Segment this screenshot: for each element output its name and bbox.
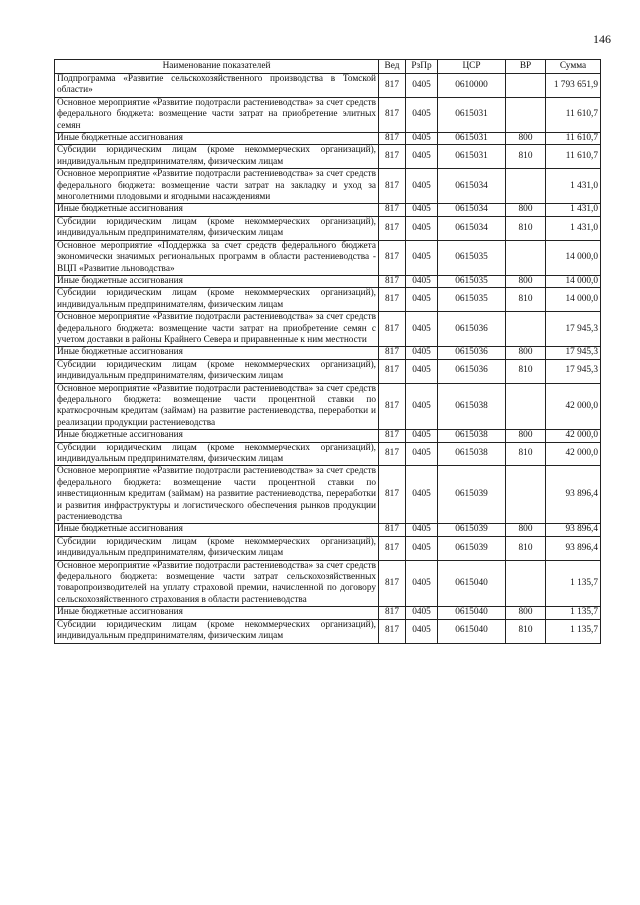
cell-csr: 0615038 xyxy=(438,383,506,430)
cell-csr: 0615038 xyxy=(438,442,506,466)
table-row xyxy=(55,216,601,240)
cell-rzpr: 0405 xyxy=(406,359,438,383)
cell-rzpr: 0405 xyxy=(406,524,438,536)
table-row xyxy=(55,240,601,275)
cell-ved: 817 xyxy=(379,442,406,466)
cell-sum: 42 000,0 xyxy=(546,383,601,430)
cell-sum: 11 610,7 xyxy=(546,145,601,169)
cell-vr: 810 xyxy=(506,288,546,312)
cell-ved: 817 xyxy=(379,524,406,536)
cell-csr: 0615034 xyxy=(438,216,506,240)
table-row xyxy=(55,133,601,145)
cell-csr: 0615031 xyxy=(438,133,506,145)
table-row xyxy=(55,560,601,607)
table-row xyxy=(55,204,601,216)
cell-rzpr: 0405 xyxy=(406,216,438,240)
cell-ved: 817 xyxy=(379,536,406,560)
header-ved: Вед xyxy=(379,60,406,74)
header-vr: ВР xyxy=(506,60,546,74)
cell-sum: 1 135,7 xyxy=(546,560,601,607)
cell-rzpr: 0405 xyxy=(406,240,438,275)
cell-sum: 17 945,3 xyxy=(546,347,601,359)
cell-csr: 0615039 xyxy=(438,524,506,536)
cell-csr: 0615036 xyxy=(438,359,506,383)
cell-csr: 0615031 xyxy=(438,145,506,169)
cell-ved: 817 xyxy=(379,619,406,643)
cell-sum: 17 945,3 xyxy=(546,312,601,347)
cell-vr: 800 xyxy=(506,524,546,536)
cell-sum: 11 610,7 xyxy=(546,97,601,132)
cell-name: Субсидии юридическим лицам (кроме некоммерческих организаций), индивидуальным предпринимателям, физическим лицам xyxy=(55,619,379,643)
cell-sum: 1 431,0 xyxy=(546,216,601,240)
cell-sum: 1 135,7 xyxy=(546,619,601,643)
cell-ved: 817 xyxy=(379,347,406,359)
cell-name: Субсидии юридическим лицам (кроме некоммерческих организаций), индивидуальным предпринимателям, физическим лицам xyxy=(55,359,379,383)
cell-name: Иные бюджетные ассигнования xyxy=(55,204,379,216)
cell-name: Подпрограмма «Развитие сельскохозяйственного производства в Томской области» xyxy=(55,74,379,98)
cell-sum: 17 945,3 xyxy=(546,359,601,383)
cell-rzpr: 0405 xyxy=(406,430,438,442)
cell-csr: 0615040 xyxy=(438,560,506,607)
cell-name: Основное мероприятие «Развитие подотрасли растениеводства» за счет средств федерального бюджета: возмещение части затрат на приобретение семян с учетом доставки в районы Крайнего Севера и приравненные к ним местности xyxy=(55,312,379,347)
cell-name: Основное мероприятие «Развитие подотрасли растениеводства» за счет средств федерального бюджета: возмещение части процентной ставки по краткосрочным кредитам (займам) на развитие растениеводства, переработки и реализации продукции растениеводства xyxy=(55,383,379,430)
cell-name: Иные бюджетные ассигнования xyxy=(55,524,379,536)
table-row xyxy=(55,442,601,466)
cell-vr xyxy=(506,312,546,347)
table-row xyxy=(55,619,601,643)
cell-csr: 0615040 xyxy=(438,619,506,643)
cell-sum: 42 000,0 xyxy=(546,442,601,466)
cell-ved: 817 xyxy=(379,240,406,275)
table-row xyxy=(55,74,601,98)
table-row xyxy=(55,288,601,312)
cell-ved: 817 xyxy=(379,216,406,240)
cell-sum: 93 896,4 xyxy=(546,524,601,536)
cell-ved: 817 xyxy=(379,430,406,442)
cell-name: Субсидии юридическим лицам (кроме некоммерческих организаций), индивидуальным предпринимателям, физическим лицам xyxy=(55,536,379,560)
cell-name: Основное мероприятие «Развитие подотрасли растениеводства» за счет средств федерального бюджета: возмещение части затрат сельскохозяйственных товаропроизводителей на уплату страховой премии, начисленной по договору сельскохозяйственного страхования в области растениеводства xyxy=(55,560,379,607)
cell-ved: 817 xyxy=(379,169,406,204)
cell-rzpr: 0405 xyxy=(406,288,438,312)
cell-vr: 810 xyxy=(506,359,546,383)
table-body xyxy=(55,74,601,644)
cell-name: Иные бюджетные ассигнования xyxy=(55,133,379,145)
cell-rzpr: 0405 xyxy=(406,536,438,560)
cell-ved: 817 xyxy=(379,275,406,287)
cell-csr: 0615036 xyxy=(438,347,506,359)
cell-vr xyxy=(506,560,546,607)
cell-rzpr: 0405 xyxy=(406,560,438,607)
cell-vr: 800 xyxy=(506,347,546,359)
cell-name: Субсидии юридическим лицам (кроме некоммерческих организаций), индивидуальным предпринимателям, физическим лицам xyxy=(55,216,379,240)
cell-rzpr: 0405 xyxy=(406,133,438,145)
cell-vr: 810 xyxy=(506,145,546,169)
cell-csr: 0615035 xyxy=(438,240,506,275)
cell-vr: 810 xyxy=(506,442,546,466)
cell-rzpr: 0405 xyxy=(406,97,438,132)
cell-name: Иные бюджетные ассигнования xyxy=(55,607,379,619)
cell-name: Основное мероприятие «Развитие подотрасли растениеводства» за счет средств федерального бюджета: возмещение части затрат на приобретение элитных семян xyxy=(55,97,379,132)
cell-vr xyxy=(506,169,546,204)
cell-name: Основное мероприятие «Поддержка за счет средств федерального бюджета экономически значимых региональных программ в области растениеводства - ВЦП «Развитие льноводства» xyxy=(55,240,379,275)
page-number: 146 xyxy=(593,32,611,46)
cell-name: Основное мероприятие «Развитие подотрасли растениеводства» за счет средств федерального бюджета: возмещение части процентной ставки по инвестиционным кредитам (займам) на развитие растениеводства, переработки и развития инфраструктуры и логистического обеспечения рынков продукции растениеводства xyxy=(55,466,379,524)
cell-vr: 800 xyxy=(506,133,546,145)
table-row xyxy=(55,275,601,287)
table-row xyxy=(55,607,601,619)
cell-ved: 817 xyxy=(379,288,406,312)
table-row xyxy=(55,524,601,536)
cell-rzpr: 0405 xyxy=(406,312,438,347)
cell-name: Субсидии юридическим лицам (кроме некоммерческих организаций), индивидуальным предпринимателям, физическим лицам xyxy=(55,145,379,169)
table-row xyxy=(55,97,601,132)
cell-csr: 0615039 xyxy=(438,466,506,524)
cell-sum: 93 896,4 xyxy=(546,536,601,560)
cell-csr: 0615039 xyxy=(438,536,506,560)
cell-rzpr: 0405 xyxy=(406,347,438,359)
cell-vr: 800 xyxy=(506,275,546,287)
cell-sum: 1 793 651,9 xyxy=(546,74,601,98)
table-row xyxy=(55,169,601,204)
cell-rzpr: 0405 xyxy=(406,383,438,430)
cell-rzpr: 0405 xyxy=(406,275,438,287)
cell-ved: 817 xyxy=(379,607,406,619)
cell-rzpr: 0405 xyxy=(406,204,438,216)
cell-vr xyxy=(506,74,546,98)
table-header-row xyxy=(55,60,601,74)
cell-sum: 1 431,0 xyxy=(546,204,601,216)
cell-name: Иные бюджетные ассигнования xyxy=(55,347,379,359)
cell-name: Иные бюджетные ассигнования xyxy=(55,430,379,442)
cell-ved: 817 xyxy=(379,204,406,216)
table-row xyxy=(55,312,601,347)
cell-csr: 0610000 xyxy=(438,74,506,98)
cell-rzpr: 0405 xyxy=(406,442,438,466)
table-row xyxy=(55,466,601,524)
cell-ved: 817 xyxy=(379,466,406,524)
cell-vr: 800 xyxy=(506,204,546,216)
table-row xyxy=(55,383,601,430)
cell-vr xyxy=(506,240,546,275)
cell-rzpr: 0405 xyxy=(406,145,438,169)
cell-rzpr: 0405 xyxy=(406,607,438,619)
cell-vr xyxy=(506,97,546,132)
cell-sum: 14 000,0 xyxy=(546,288,601,312)
cell-ved: 817 xyxy=(379,97,406,132)
cell-csr: 0615038 xyxy=(438,430,506,442)
cell-vr xyxy=(506,383,546,430)
header-sum: Сумма xyxy=(546,60,601,74)
cell-sum: 11 610,7 xyxy=(546,133,601,145)
cell-sum: 93 896,4 xyxy=(546,466,601,524)
cell-csr: 0615034 xyxy=(438,204,506,216)
cell-ved: 817 xyxy=(379,133,406,145)
cell-vr: 810 xyxy=(506,536,546,560)
table-row xyxy=(55,359,601,383)
cell-sum: 1 135,7 xyxy=(546,607,601,619)
cell-sum: 14 000,0 xyxy=(546,240,601,275)
cell-name: Субсидии юридическим лицам (кроме некоммерческих организаций), индивидуальным предпринимателям, физическим лицам xyxy=(55,442,379,466)
cell-csr: 0615034 xyxy=(438,169,506,204)
cell-sum: 14 000,0 xyxy=(546,275,601,287)
cell-ved: 817 xyxy=(379,74,406,98)
cell-ved: 817 xyxy=(379,383,406,430)
cell-vr: 810 xyxy=(506,216,546,240)
cell-rzpr: 0405 xyxy=(406,619,438,643)
cell-csr: 0615035 xyxy=(438,275,506,287)
cell-vr: 810 xyxy=(506,619,546,643)
cell-ved: 817 xyxy=(379,145,406,169)
cell-rzpr: 0405 xyxy=(406,466,438,524)
table-row xyxy=(55,145,601,169)
cell-csr: 0615031 xyxy=(438,97,506,132)
cell-sum: 1 431,0 xyxy=(546,169,601,204)
header-csr: ЦСР xyxy=(438,60,506,74)
budget-table xyxy=(54,59,601,644)
header-rzpr: РзПр xyxy=(406,60,438,74)
cell-vr: 800 xyxy=(506,430,546,442)
cell-ved: 817 xyxy=(379,560,406,607)
table-row xyxy=(55,347,601,359)
table-row xyxy=(55,536,601,560)
cell-csr: 0615040 xyxy=(438,607,506,619)
table-row xyxy=(55,430,601,442)
cell-rzpr: 0405 xyxy=(406,169,438,204)
cell-csr: 0615035 xyxy=(438,288,506,312)
cell-ved: 817 xyxy=(379,312,406,347)
cell-name: Субсидии юридическим лицам (кроме некоммерческих организаций), индивидуальным предпринимателям, физическим лицам xyxy=(55,288,379,312)
cell-vr: 800 xyxy=(506,607,546,619)
cell-ved: 817 xyxy=(379,359,406,383)
cell-sum: 42 000,0 xyxy=(546,430,601,442)
cell-vr xyxy=(506,466,546,524)
header-name: Наименование показателей xyxy=(55,60,379,74)
cell-rzpr: 0405 xyxy=(406,74,438,98)
cell-name: Основное мероприятие «Развитие подотрасли растениеводства» за счет средств федерального бюджета: возмещение части затрат на закладку и уход за многолетними плодовыми и ягодными насаждениями xyxy=(55,169,379,204)
cell-name: Иные бюджетные ассигнования xyxy=(55,275,379,287)
cell-csr: 0615036 xyxy=(438,312,506,347)
